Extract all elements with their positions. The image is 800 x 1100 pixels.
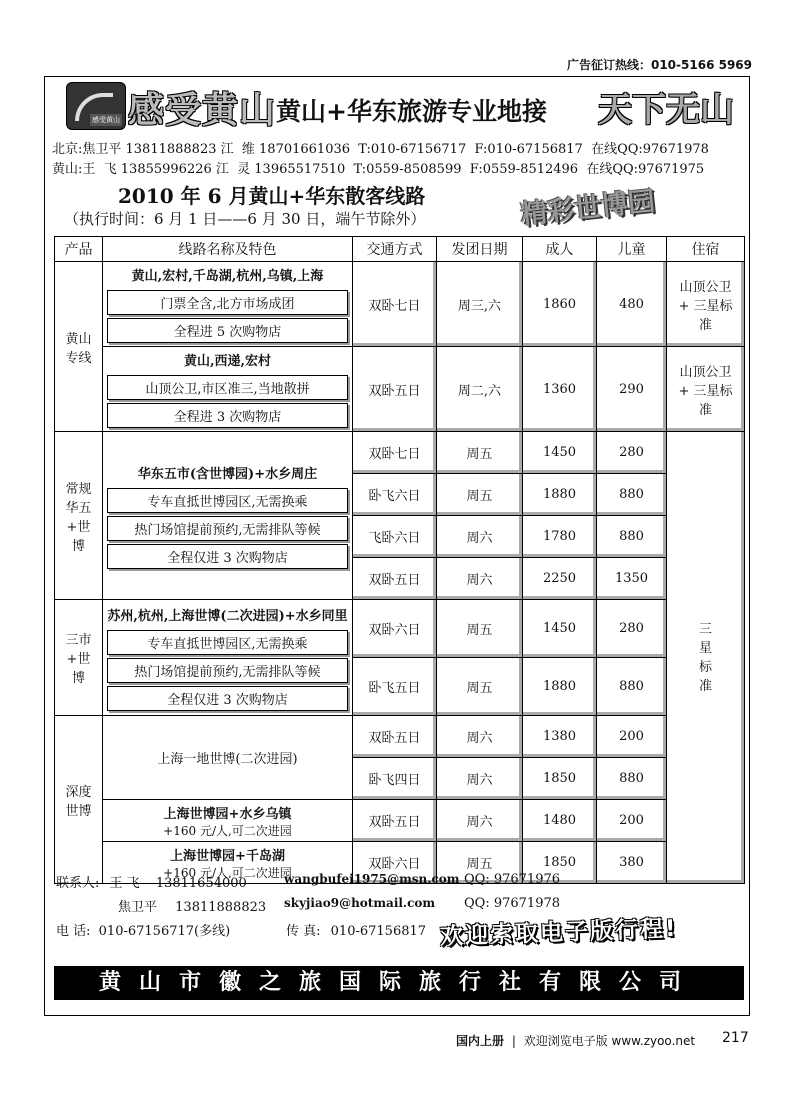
product-cell: 黄山专线	[55, 262, 103, 432]
ad-hotline: 广告征订热线：010-5166 5969	[566, 58, 752, 72]
table-row: 深度世博 上海一地世博(二次进园) 双卧五日 周六 1380 200	[55, 716, 745, 758]
table-row: 黄山,西递,宏村 山顶公卫,市区准三,当地散拼 全程进 3 次购物店 双卧五日 周二,六 1360 290 山顶公卫 + 三星标准	[55, 347, 745, 432]
route-cell: 黄山,西递,宏村 山顶公卫,市区准三,当地散拼 全程进 3 次购物店	[103, 347, 353, 432]
table-row: 卧飞四日 周六 1850 880	[55, 758, 745, 800]
product-cell: 深度世博	[55, 716, 103, 884]
page-number: 217	[722, 1030, 749, 1046]
lodging-cell: 山顶公卫 + 三星标准	[667, 262, 745, 347]
table-header	[55, 237, 745, 262]
fax-row: 传 真: 010-67156817	[286, 924, 427, 939]
footer-contact-row-2: 焦卫平 13811888823	[118, 900, 267, 915]
header-transport: 交通方式	[353, 237, 437, 262]
welcome-slogan: 欢迎索取电子版行程!	[439, 915, 678, 951]
table-row: 飞卧六日 周六 1780 880	[55, 516, 745, 558]
execution-period: （执行时间：6 月 1 日——6 月 30 日，端午节除外）	[64, 210, 426, 228]
banner-subtitle: 黄山+华东旅游专业地接	[276, 97, 547, 126]
banner-title: 感受黄山	[128, 90, 277, 131]
header-lodging: 住宿	[667, 237, 745, 262]
logo-text: 感受黄山	[92, 116, 120, 124]
qq-1: QQ: 97671976	[464, 872, 561, 887]
company-name: 黄山市徽之旅国际旅行社有限公司	[54, 966, 744, 1000]
routes-table	[54, 236, 745, 884]
footer-contact-row-1: 联系人: 王 飞 13811654000	[56, 876, 247, 891]
email-link[interactable]: wangbufei1975@msn.com	[284, 872, 460, 886]
table-row: 上海世博园+水乡乌镇 +160 元/人,可二次进园 双卧五日 周六 1480 200	[55, 800, 745, 842]
table-row: 卧飞六日 周五 1880 880	[55, 474, 745, 516]
route-cell: 上海一地世博(二次进园)	[103, 716, 353, 800]
page-title: 2010 年 6 月黄山+华东散客线路	[118, 184, 426, 208]
table-row: 黄山专线 黄山,宏村,千岛湖,杭州,乌镇,上海 门票全含,北方市场成团 全程进 5 次购物店 双卧七日 周三,六 1860 480 山顶公卫 + 三星标准	[55, 262, 745, 347]
table-row: 卧飞五日 周五 1880 880	[55, 658, 745, 716]
lodging-cell: 山顶公卫 + 三星标准	[667, 347, 745, 432]
banner-slogan: 天下无山	[598, 90, 734, 130]
header-route: 线路名称及特色	[103, 237, 353, 262]
route-cell: 上海世博园+千岛湖 +160 元/人,可二次进园	[103, 842, 353, 884]
table-row: 常规华五+世博 华东五市(含世博园)+水乡周庄 专车直抵世博园区,无需换乘 热门场馆提前预约,无需排队等候 全程仅进 3 次购物店 双卧七日 周五 1450 280 三星标准	[55, 432, 745, 474]
route-cell: 华东五市(含世博园)+水乡周庄 专车直抵世博园区,无需换乘 热门场馆提前预约,无需排队等候 全程仅进 3 次购物店	[103, 432, 353, 600]
contact-beijing: 北京:焦卫平 13811888823 江 维 18701661036 T:010-67156717 F:010-67156817 在线QQ:97671978	[52, 142, 709, 157]
contact-huangshan: 黄山:王 飞 13855996226 江 灵 13965517510 T:0559-8508599 F:0559-8512496 在线QQ:97671975	[52, 162, 705, 177]
table-row: 三市+世博 苏州,杭州,上海世博(二次进园)+水乡同里 专车直抵世博园区,无需换乘 热门场馆提前预约,无需排队等候 全程仅进 3 次购物店 双卧六日 周五 1450 280	[55, 600, 745, 658]
header-adult: 成人	[523, 237, 597, 262]
header-dates: 发团日期	[437, 237, 523, 262]
header-product: 产品	[55, 237, 103, 262]
email-link[interactable]: skyjiao9@hotmail.com	[284, 896, 436, 910]
page-footer: 国内上册 | 欢迎浏览电子版 www.zyoo.net	[456, 1034, 696, 1048]
table-row: 双卧五日 周六 2250 1350	[55, 558, 745, 600]
banner	[58, 80, 748, 132]
route-cell: 苏州,杭州,上海世博(二次进园)+水乡同里 专车直抵世博园区,无需换乘 热门场馆提前预约,无需排队等候 全程仅进 3 次购物店	[103, 600, 353, 716]
phone-row: 电 话: 010-67156717(多线)	[56, 924, 231, 939]
qq-2: QQ: 97671978	[464, 896, 561, 911]
shared-lodging-cell: 三星标准	[667, 432, 745, 884]
route-cell: 黄山,宏村,千岛湖,杭州,乌镇,上海 门票全含,北方市场成团 全程进 5 次购物店	[103, 262, 353, 347]
product-cell: 常规华五+世博	[55, 432, 103, 600]
table-row: 上海世博园+千岛湖 +160 元/人,可二次进园 双卧六日 周五 1850 380	[55, 842, 745, 884]
expo-tag: 精彩世博园	[519, 186, 657, 231]
product-cell: 三市+世博	[55, 600, 103, 716]
route-cell: 上海世博园+水乡乌镇 +160 元/人,可二次进园	[103, 800, 353, 842]
logo	[66, 82, 126, 130]
header-child: 儿童	[597, 237, 667, 262]
